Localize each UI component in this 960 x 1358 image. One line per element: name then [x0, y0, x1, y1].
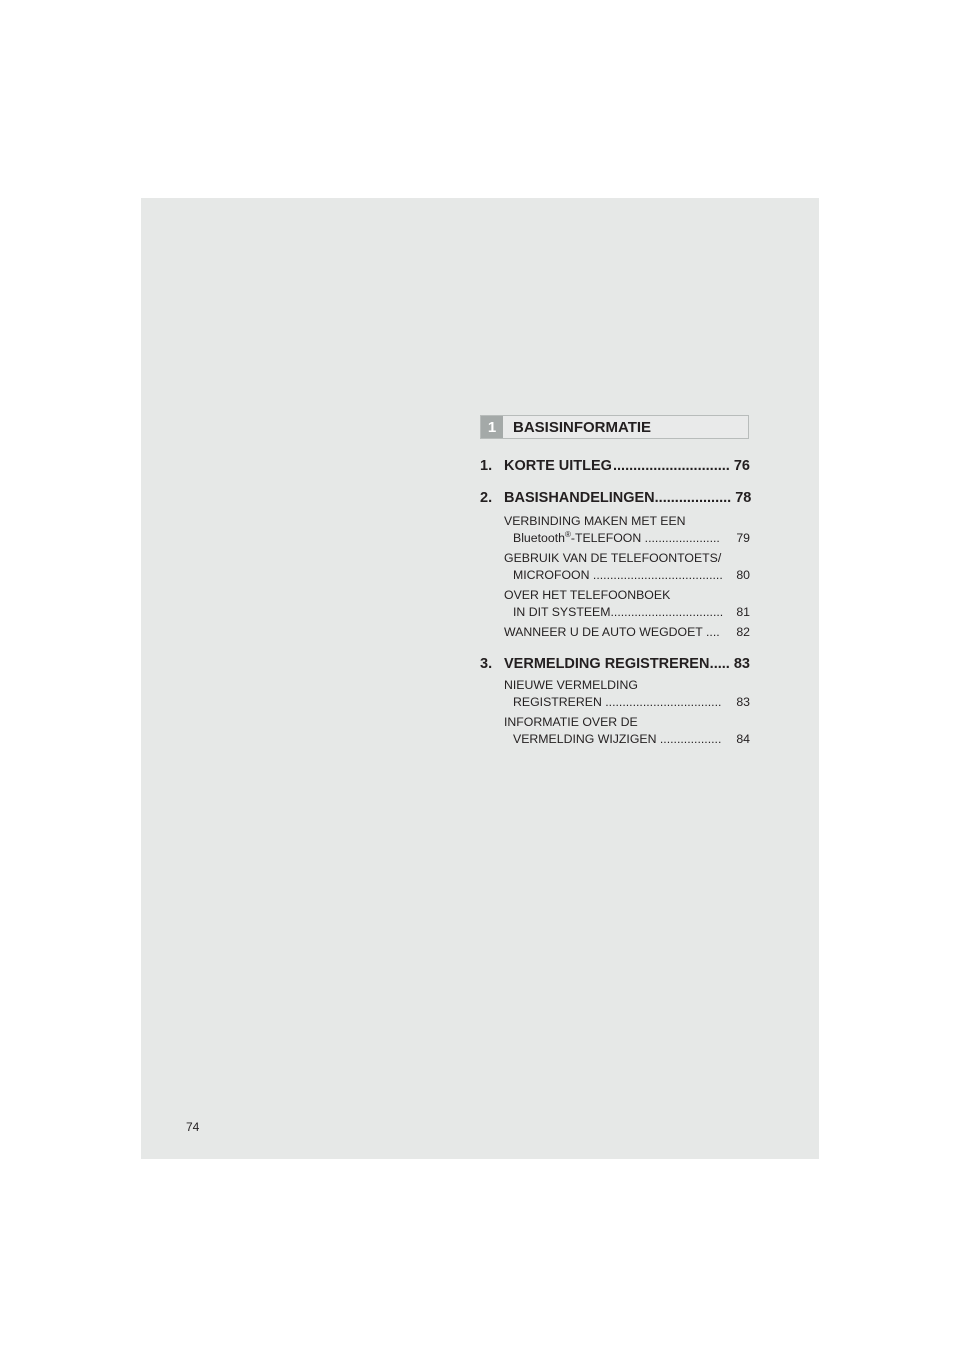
entry-line: VERMELDING WIJZIGEN .................. — [513, 732, 722, 746]
entry-page: 80 — [736, 568, 750, 582]
chapter-number: 2. — [480, 490, 493, 506]
entry-line: INFORMATIE OVER DE — [504, 715, 638, 729]
chapter-title: KORTE UITLEG — [504, 458, 612, 474]
chapter-title: VERMELDING REGISTREREN — [504, 656, 710, 672]
entry-line: WANNEER U DE AUTO WEGDOET .... — [504, 625, 720, 639]
entry-page: 83 — [736, 695, 750, 709]
chapter-dots: ..... — [709, 656, 730, 672]
chapter-number: 3. — [480, 656, 493, 672]
entry-line: Bluetooth — [513, 531, 565, 545]
toc-entry-auto-wegdoet[interactable] — [504, 624, 750, 641]
chapter-dots: ................... — [654, 490, 732, 506]
entry-page: 82 — [736, 625, 750, 639]
entry-line: GEBRUIK VAN DE TELEFOONTOETS/ — [504, 551, 722, 565]
chapter-title: BASISHANDELINGEN — [504, 490, 655, 506]
section-header — [480, 415, 749, 439]
entry-line: IN DIT SYSTEEM................................. — [513, 605, 724, 619]
registered-mark: ® — [564, 529, 571, 539]
entry-page: 79 — [736, 531, 750, 545]
chapter-page: 83 — [733, 656, 750, 672]
toc-entry-nieuwe-vermelding[interactable] — [504, 677, 750, 711]
toc-entry-vermelding-wijzigen[interactable] — [504, 714, 750, 748]
section-title: BASISINFORMATIE — [513, 418, 652, 436]
section-number: 1 — [481, 416, 503, 438]
chapter-page: 76 — [733, 458, 750, 474]
toc-entry-telefoontoets[interactable] — [504, 550, 750, 584]
toc-entry-bluetooth[interactable] — [504, 513, 750, 547]
entry-page: 81 — [736, 605, 750, 619]
entry-line: -TELEFOON ...................... — [570, 531, 720, 545]
entry-line: VERBINDING MAKEN MET EEN — [504, 514, 686, 528]
toc-entry-telefoonboek[interactable] — [504, 587, 750, 621]
entry-line: MICROFOON ...................................... — [513, 568, 723, 582]
entry-line: OVER HET TELEFOONBOEK — [504, 588, 671, 602]
chapter-number: 1. — [480, 458, 493, 474]
page-number: 74 — [186, 1120, 200, 1134]
chapter-page: 78 — [735, 490, 752, 506]
entry-line: NIEUWE VERMELDING — [504, 678, 638, 692]
entry-line: REGISTREREN .................................. — [513, 695, 722, 709]
chapter-dots: ............................. — [612, 458, 730, 474]
entry-page: 84 — [736, 732, 750, 746]
